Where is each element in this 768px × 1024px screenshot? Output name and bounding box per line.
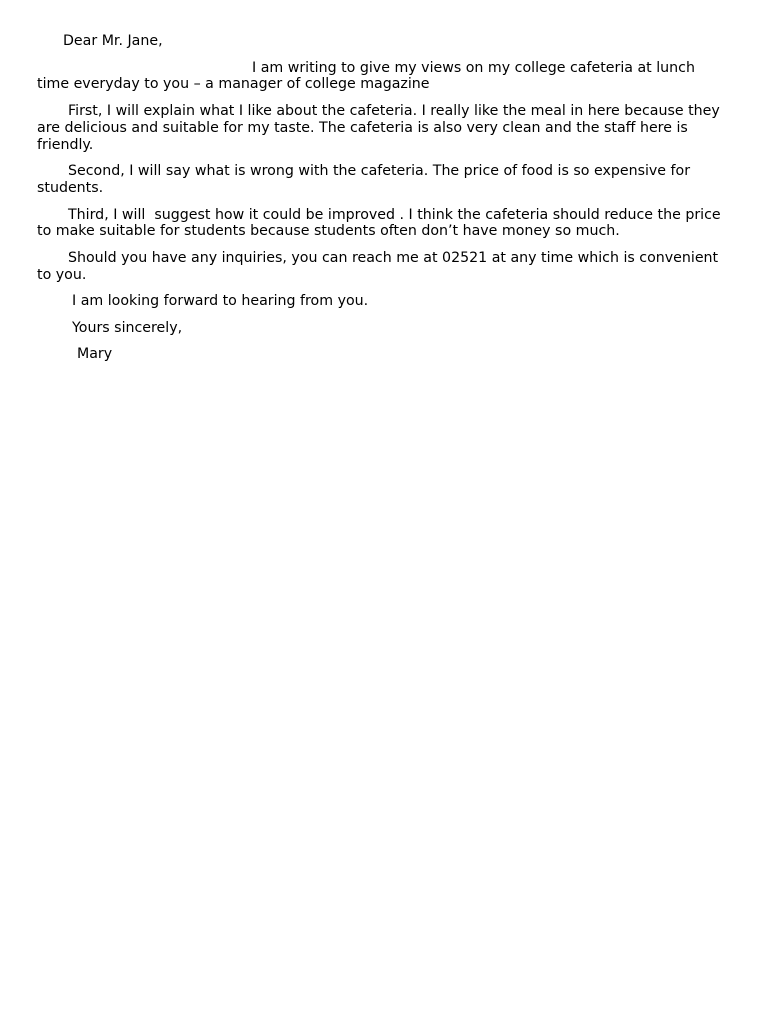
- intro-line-1: I am writing to give my views on my college cafeteria at lunch: [252, 59, 695, 76]
- signoff: Yours sincerely,: [72, 320, 183, 337]
- letter-document: [37, 33, 727, 373]
- paragraph-second: Second, I will say what is wrong with the cafeteria. The price of food is so expensive for students.: [37, 163, 691, 196]
- intro-paragraph: [37, 60, 727, 93]
- signature: Mary: [77, 345, 113, 362]
- salutation: Dear Mr. Jane,: [63, 33, 163, 49]
- closing-line: I am looking forward to hearing from you.: [72, 293, 369, 310]
- paragraph-third: Third, I will suggest how it could be improved . I think the cafeteria should reduce the price to make suitable for students because students often don’t have money so much.: [37, 206, 726, 240]
- paragraph-first: First, I will explain what I like about the cafeteria. I really like the meal in here because they are delicious and suitable for my taste. The cafeteria is also very clean and the staff here is friendly.: [37, 103, 720, 153]
- intro-line-2: time everyday to you – a manager of college magazine: [37, 76, 430, 93]
- paragraph-contact: Should you have any inquiries, you can reach me at 02521 at any time which is convenient to you.: [37, 250, 719, 283]
